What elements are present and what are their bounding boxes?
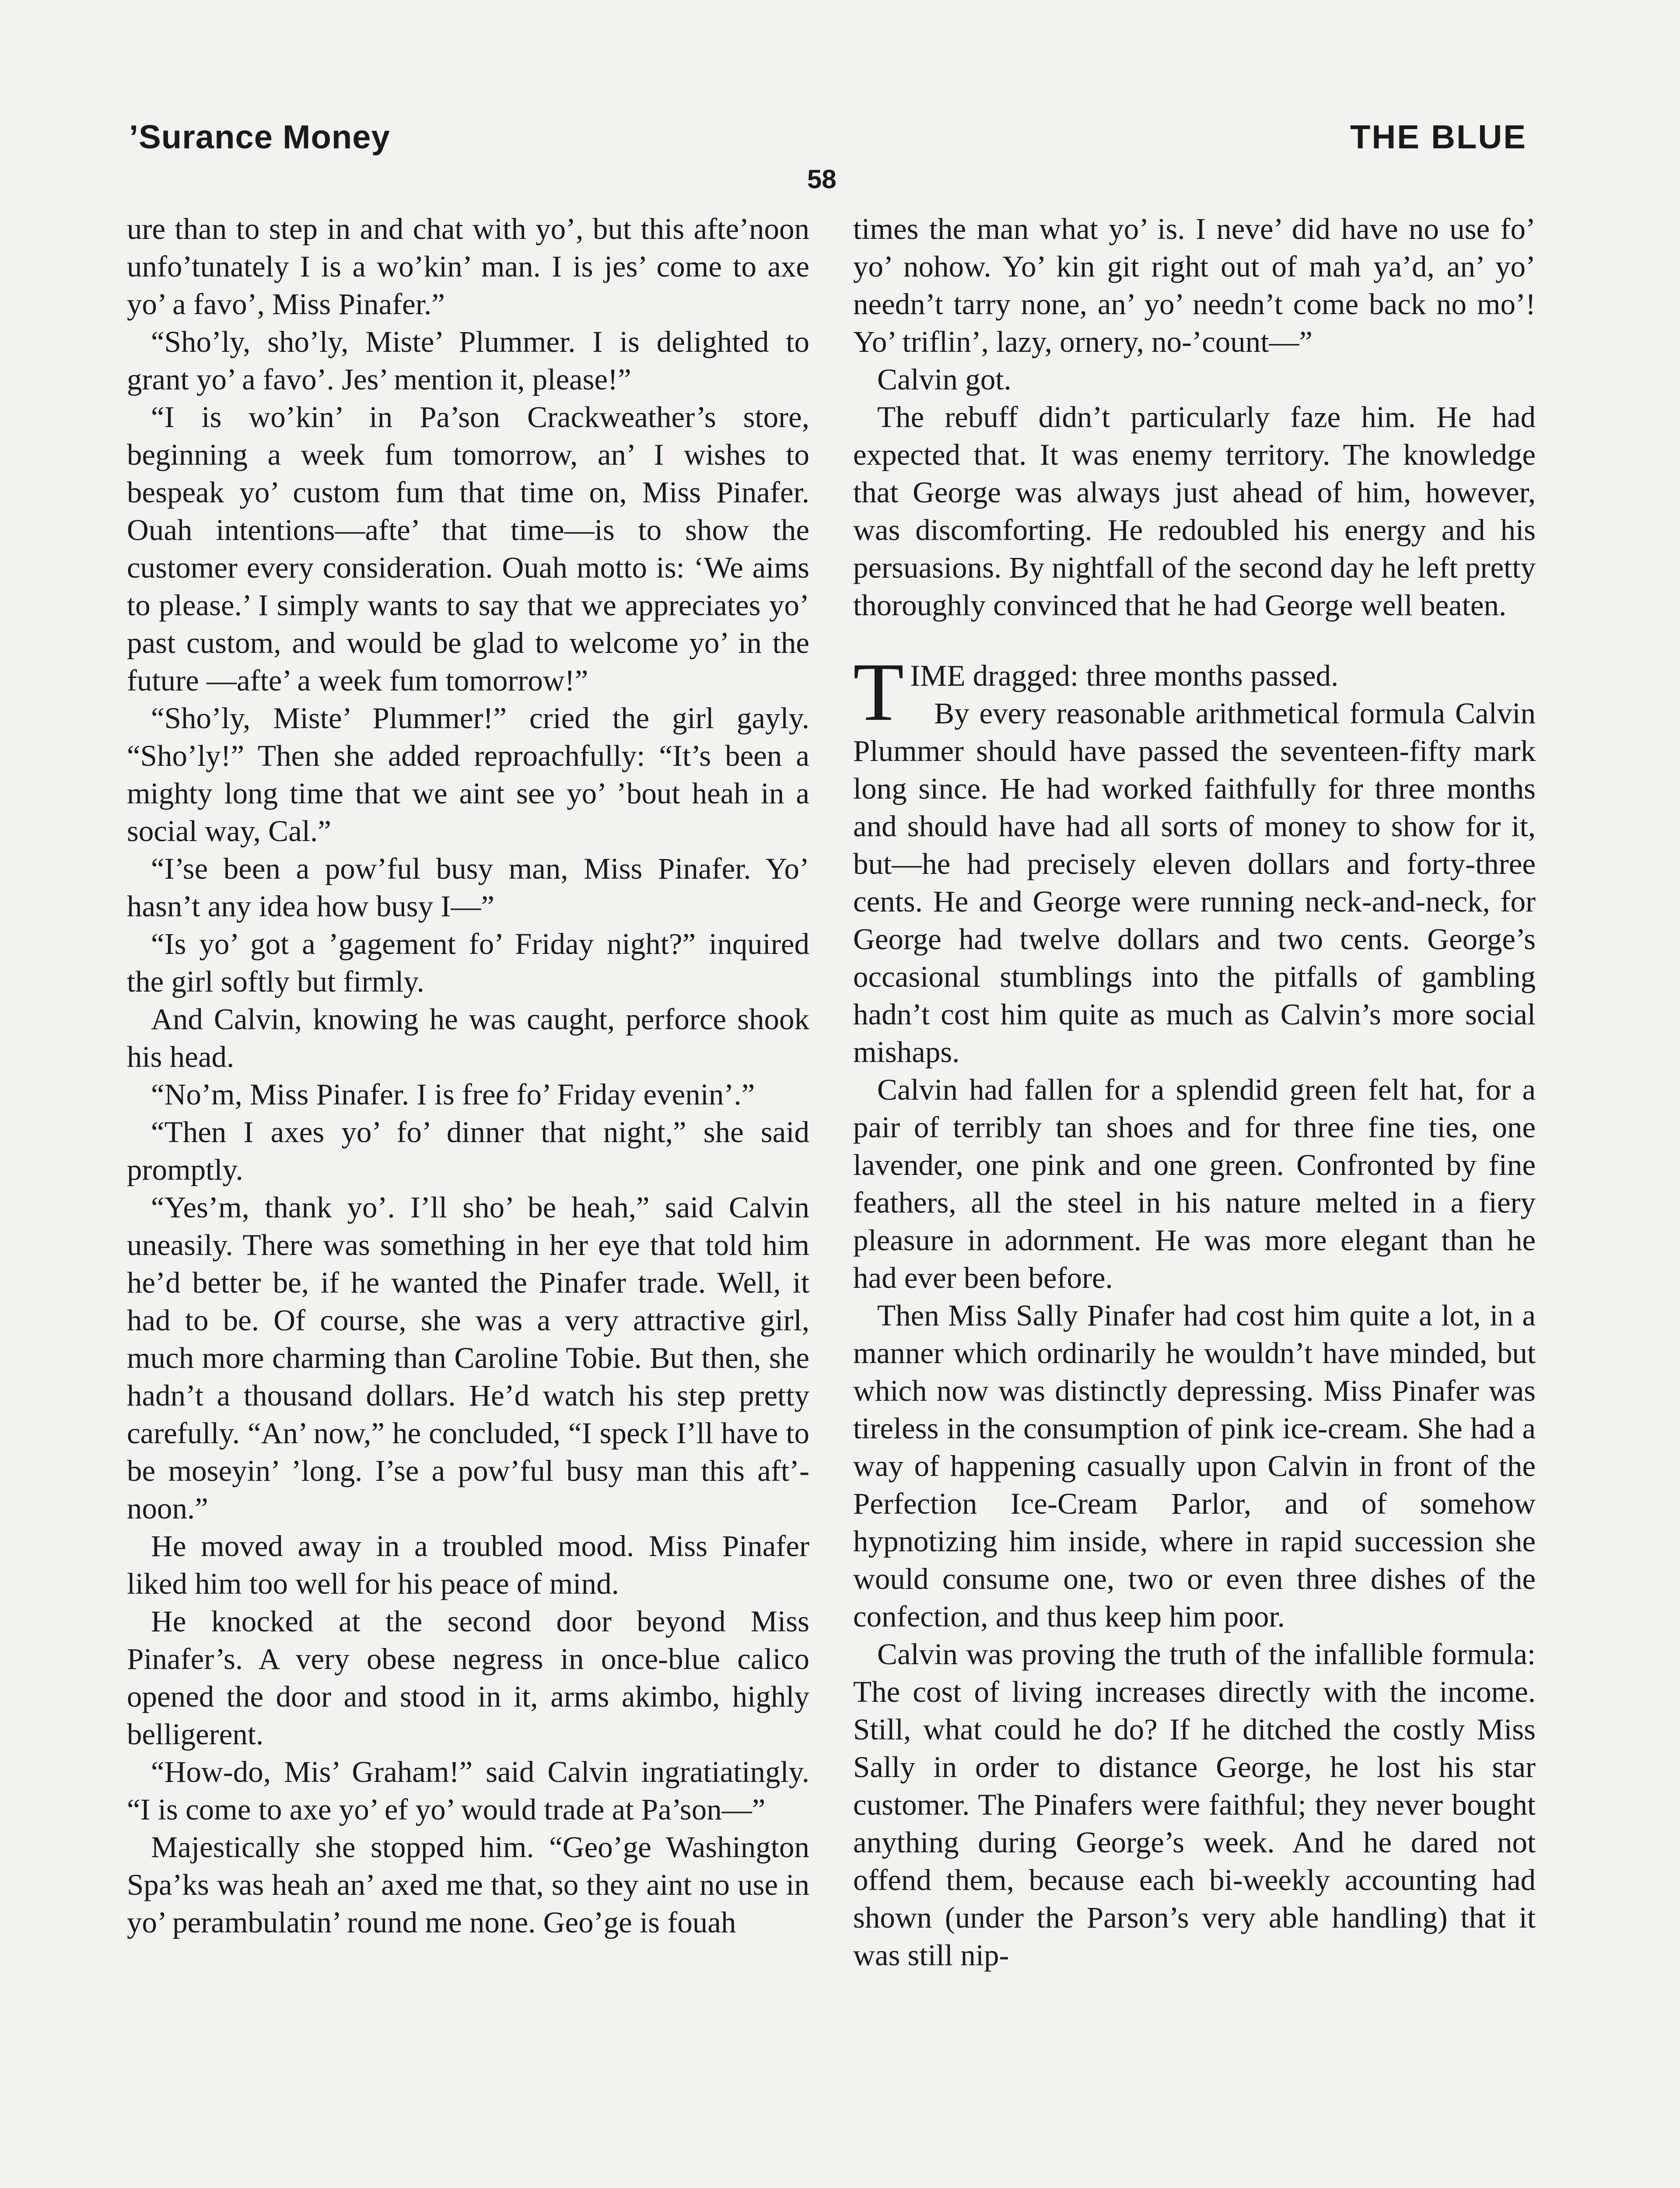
- magazine-title: THE BLUE: [1350, 119, 1527, 156]
- paragraph: The rebuff didn’t particularly faze him. He had expected that. It was enemy territory. The knowledge that George was always just ahead of him, however, was discomforting. He redoubled his energy and his persuasions. By nightfall of the second day he left pretty thoroughly convinced that he had George well beaten.: [853, 400, 1536, 622]
- paragraph: “Yes’m, thank yo’. I’ll sho’ be heah,” said Calvin uneasily. There was something in her eye that told him he’d better be, if he wanted the Pinafer trade. Well, it had to be. Of course, she was a very attractive girl, much more charming than Caroline Tobie. But then, she hadn’t a thousand dollars. He’d watch his step pretty carefully. “An’ now,” he concluded, “I speck I’ll have to be moseyin’ ’long. I’se a pow’ful busy man this aft’-noon.”: [127, 1191, 809, 1525]
- paragraph: By every reasonable arithmetical formula Calvin Plummer should have passed the seventeen-fifty mark long since. He had worked faithfully for three months and should have had all sorts of money to show for it, but—he had precisely eleven dollars and forty-three cents. He and George were running neck-and-neck, for George had twelve dollars and two cents. George’s occasional stumblings into the pitfalls of gambling hadn’t cost him quite as much as Calvin’s more social mishaps.: [853, 697, 1536, 1069]
- section-opening-text: IME dragged: three months passed.: [910, 659, 1339, 692]
- paragraph: “Sho’ly, sho’ly, Miste’ Plummer. I is delighted to grant yo’ a favo’. Jes’ mention it, please!”: [127, 325, 809, 396]
- paragraph: Calvin had fallen for a splendid green felt hat, for a pair of terribly tan shoes and for three fine ties, one lavender, one pink and one green. Confronted by fine feathers, all the steel in his nature melted in a fiery pleasure in adornment. He was more elegant than he had ever been before.: [853, 1073, 1536, 1294]
- paragraph: “Sho’ly, Miste’ Plummer!” cried the girl gayly. “Sho’ly!” Then she added reproachfully: “It’s been a mighty long time that we aint see yo’ ’bout heah in a social way, Cal.”: [127, 701, 809, 848]
- running-title: ’Surance Money: [129, 119, 390, 156]
- right-column: [853, 210, 1536, 2188]
- paragraph: “How-do, Mis’ Graham!” said Calvin ingratiatingly. “I is come to axe yo’ ef yo’ would trade at Pa’son—”: [127, 1755, 809, 1826]
- drop-cap: T: [853, 646, 904, 738]
- paragraph: “Is yo’ got a ’gagement fo’ Friday night?” inquired the girl softly but firmly.: [127, 927, 809, 998]
- paragraph: “No’m, Miss Pinafer. I is free fo’ Friday evenin’.”: [151, 1078, 755, 1111]
- section-opening: [853, 646, 1536, 738]
- paragraph: ure than to step in and chat with yo’, but this afte’noon unfo’tunately I is a wo’kin’ man. I is jes’ come to axe yo’ a favo’, Miss Pinafer.”: [127, 212, 809, 321]
- paragraph: And Calvin, knowing he was caught, perforce shook his head.: [127, 1003, 809, 1073]
- paragraph: Then Miss Sally Pinafer had cost him quite a lot, in a manner which ordinarily he wouldn’t have minded, but which now was distinctly depressing. Miss Pinafer was tireless in the consumption of pink ice-cream. She had a way of happening casually upon Calvin in front of the Perfection Ice-Cream Parlor, and of somehow hypnotizing him inside, where in rapid succession she would consume one, two or even three dishes of the confection, and thus keep him poor.: [853, 1299, 1536, 1633]
- paragraph: He knocked at the second door beyond Miss Pinafer’s. A very obese negress in once-blue calico opened the door and stood in it, arms akimbo, highly belligerent.: [127, 1605, 809, 1751]
- paragraph: Majestically she stopped him. “Geo’ge Washington Spa’ks was heah an’ axed me that, so they aint no use in yo’ perambulatin’ round me none. Geo’ge is fouah: [127, 1830, 809, 1939]
- paragraph: Calvin was proving the truth of the infallible formula: The cost of living increases directly with the income. Still, what could he do? If he ditched the costly Miss Sally in order to distance George, he lost his star customer. The Pinafers were faithful; they never bought anything during George’s week. And he dared not offend them, because each bi-weekly accounting had shown (under the Parson’s very able handling) that it was still nip-: [853, 1637, 1536, 1972]
- paragraph: Calvin got.: [877, 363, 1012, 396]
- page-number: 58: [807, 165, 836, 194]
- left-column: [127, 210, 809, 2188]
- paragraph: times the man what yo’ is. I neve’ did have no use fo’ yo’ nohow. Yo’ kin git right out of mah ya’d, an’ yo’ needn’t tarry none, an’ yo’ needn’t come back no mo’! Yo’ triflin’, lazy, ornery, no-’count—”: [853, 212, 1536, 358]
- paragraph: He moved away in a troubled mood. Miss Pinafer liked him too well for his peace of mind.: [127, 1529, 809, 1600]
- paragraph: “I is wo’kin’ in Pa’son Crackweather’s store, beginning a week fum tomorrow, an’ I wishes to bespeak yo’ custom fum that time on, Miss Pinafer. Ouah intentions—afte’ that time—is to show the customer every consideration. Ouah motto is: ‘We aims to please.’ I simply wants to say that we appreciates yo’ past custom, and would be glad to welcome yo’ in the future —afte’ a week fum tomorrow!”: [127, 400, 809, 697]
- paragraph: “I’se been a pow’ful busy man, Miss Pinafer. Yo’ hasn’t any idea how busy I—”: [127, 852, 809, 923]
- paragraph: “Then I axes yo’ fo’ dinner that night,” she said promptly.: [127, 1115, 809, 1186]
